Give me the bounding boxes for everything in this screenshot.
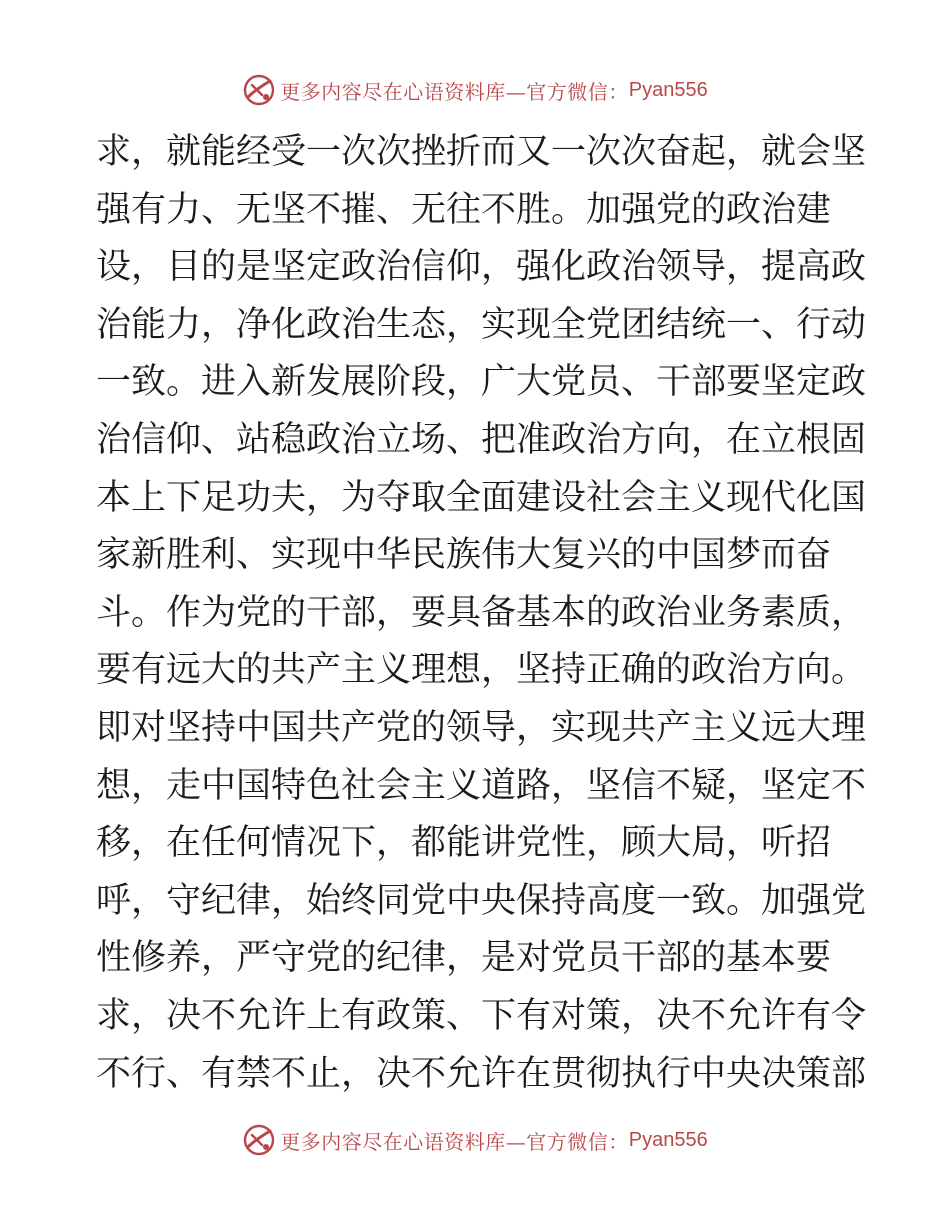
text-line: 求，决不允许上有政策、下有对策，决不允许有令 xyxy=(96,995,867,1036)
red-seal-logo-icon xyxy=(242,1123,276,1157)
header-wechat-id: Pyan556 xyxy=(628,78,708,101)
text-line: 移，在任何情况下，都能讲党性，顾大局，听招 xyxy=(96,823,832,864)
footer-banner-text: 更多内容尽在心语资料库—官方微信： xyxy=(280,1129,629,1154)
text-line: 治信仰、站稳政治立场、把准政治方向，在立根固 xyxy=(96,419,867,460)
text-line: 即对坚持中国共产党的领导，实现共产主义远大理 xyxy=(96,707,867,748)
text-line: 一致。进入新发展阶段，广大党员、干部要坚定政 xyxy=(96,362,867,403)
text-line: 家新胜利、实现中华民族伟大复兴的中国梦而奋 xyxy=(96,535,832,576)
footer-wechat-id: Pyan556 xyxy=(628,1128,708,1151)
text-line: 强有力、无坚不摧、无往不胜。加强党的政治建 xyxy=(96,189,832,230)
text-line: 治能力，净化政治生态，实现全党团结统一、行动 xyxy=(96,304,867,345)
header-banner-text: 更多内容尽在心语资料库—官方微信： xyxy=(280,79,629,104)
text-line: 呼，守纪律，始终同党中央保持高度一致。加强党 xyxy=(96,880,867,921)
document-body xyxy=(96,124,867,1103)
text-line: 想，走中国特色社会主义道路，坚信不疑，坚定不 xyxy=(96,765,867,806)
text-line: 设，目的是坚定政治信仰，强化政治领导，提高政 xyxy=(96,247,867,288)
header-banner xyxy=(0,70,950,110)
red-seal-logo-icon xyxy=(242,73,276,107)
text-line: 本上下足功夫，为夺取全面建设社会主义现代化国 xyxy=(96,477,867,518)
text-line: 求，就能经受一次次挫折而又一次次奋起，就会坚 xyxy=(96,132,867,172)
text-line: 要有远大的共产主义理想，坚持正确的政治方向。 xyxy=(96,650,867,691)
text-line: 不行、有禁不止，决不允许在贯彻执行中央决策部 xyxy=(96,1053,867,1094)
footer-banner xyxy=(0,1120,950,1160)
text-line: 斗。作为党的干部，要具备基本的政治业务素质， xyxy=(96,592,867,633)
text-line: 性修养，严守党的纪律，是对党员干部的基本要 xyxy=(96,938,832,979)
